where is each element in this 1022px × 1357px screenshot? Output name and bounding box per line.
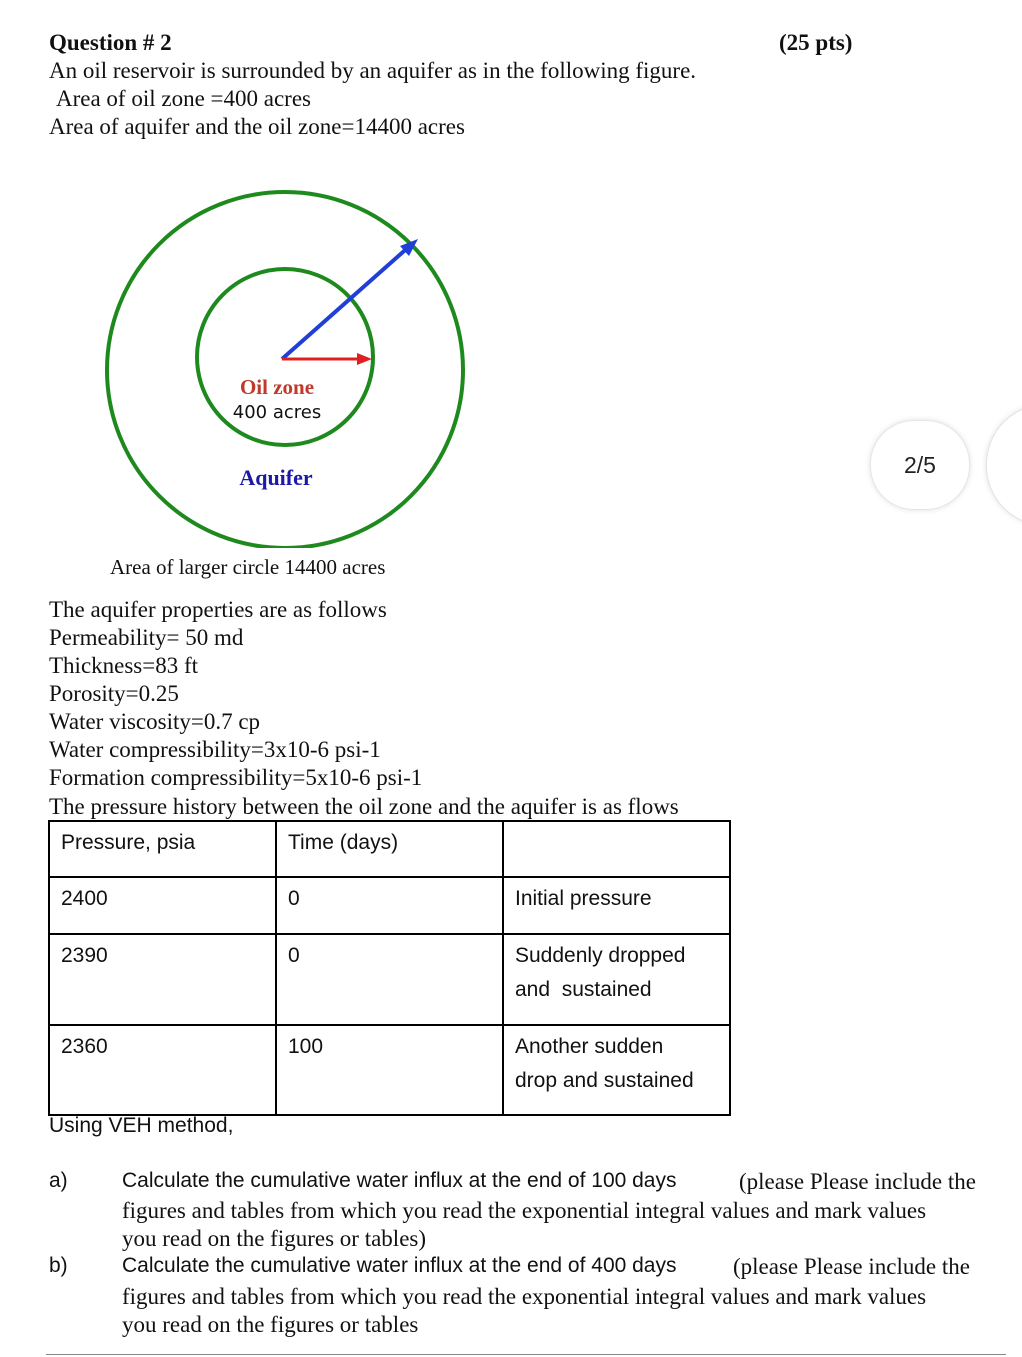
- page-indicator[interactable]: 2/5: [870, 420, 970, 510]
- part-b-line-2: figures and tables from which you read the exponential integral values and mark values: [122, 1284, 927, 1309]
- method-text: Using VEH method,: [49, 1114, 234, 1137]
- column-header-time: Time (days): [276, 821, 503, 877]
- question-points: (25 pts): [779, 30, 853, 55]
- note-line-1: Suddenly dropped: [515, 944, 686, 967]
- reservoir-diagram: [100, 168, 472, 548]
- table-row: [49, 877, 730, 934]
- cell-note: [503, 934, 730, 1025]
- table-header-row: [49, 821, 730, 877]
- part-b-line-3: you read on the figures or tables: [122, 1312, 419, 1337]
- note-line-2: and sustained: [515, 978, 652, 1001]
- table-row: [49, 1025, 730, 1115]
- property-porosity: Porosity=0.25: [49, 681, 179, 706]
- part-b-line-1b: (please Please include the: [733, 1254, 970, 1279]
- part-a-line-2: figures and tables from which you read the exponential integral values and mark values: [122, 1198, 927, 1223]
- table-row: [49, 934, 730, 1025]
- next-page-button[interactable]: [986, 404, 1022, 526]
- note-line-1: Initial pressure: [515, 887, 652, 910]
- note-line-2: drop and sustained: [515, 1069, 694, 1092]
- cell-note: [503, 1025, 730, 1115]
- cell-time: 0: [276, 877, 503, 934]
- part-a-line-3: you read on the figures or tables): [122, 1226, 427, 1251]
- properties-heading: The aquifer properties are as follows: [49, 597, 387, 622]
- part-b-label: b): [49, 1254, 68, 1277]
- question-title: Question # 2: [49, 30, 172, 55]
- cell-note: [503, 877, 730, 934]
- total-area-text: Area of aquifer and the oil zone=14400 acres: [49, 114, 465, 139]
- history-heading: The pressure history between the oil zone and the aquifer is as flows: [49, 794, 679, 819]
- property-thickness: Thickness=83 ft: [49, 653, 199, 678]
- cell-time: 100: [276, 1025, 503, 1115]
- property-water-compressibility: Water compressibility=3x10-6 psi-1: [49, 737, 381, 762]
- pressure-history-table: [48, 820, 731, 1116]
- oil-zone-area-text: Area of oil zone =400 acres: [56, 86, 311, 111]
- part-b-line-1: Calculate the cumulative water influx at the end of 400 days: [122, 1254, 677, 1277]
- oil-zone-label: Oil zone: [239, 375, 315, 399]
- outer-radius-arrow: [282, 244, 412, 359]
- cell-pressure: 2400: [49, 877, 276, 934]
- part-a-line-1: Calculate the cumulative water influx at the end of 100 days: [122, 1169, 677, 1192]
- column-header-note: [503, 821, 730, 877]
- aquifer-label: Aquifer: [239, 465, 313, 490]
- figure-caption: Area of larger circle 14400 acres: [110, 555, 386, 579]
- question-intro: An oil reservoir is surrounded by an aquifer as in the following figure.: [49, 58, 697, 83]
- cell-time: 0: [276, 934, 503, 1025]
- property-formation-compressibility: Formation compressibility=5x10-6 psi-1: [49, 765, 423, 790]
- column-header-pressure: Pressure, psia: [49, 821, 276, 877]
- part-a-line-1b: (please Please include the: [739, 1169, 976, 1194]
- cell-pressure: 2390: [49, 934, 276, 1025]
- inner-radius-arrowhead: [357, 353, 372, 365]
- property-viscosity: Water viscosity=0.7 cp: [49, 709, 261, 734]
- part-a-label: a): [49, 1169, 68, 1192]
- oil-zone-acres-label: 400 acres: [232, 402, 322, 423]
- bottom-divider: [46, 1354, 1006, 1355]
- cell-pressure: 2360: [49, 1025, 276, 1115]
- note-line-1: Another sudden: [515, 1035, 664, 1058]
- property-permeability: Permeability= 50 md: [49, 625, 244, 650]
